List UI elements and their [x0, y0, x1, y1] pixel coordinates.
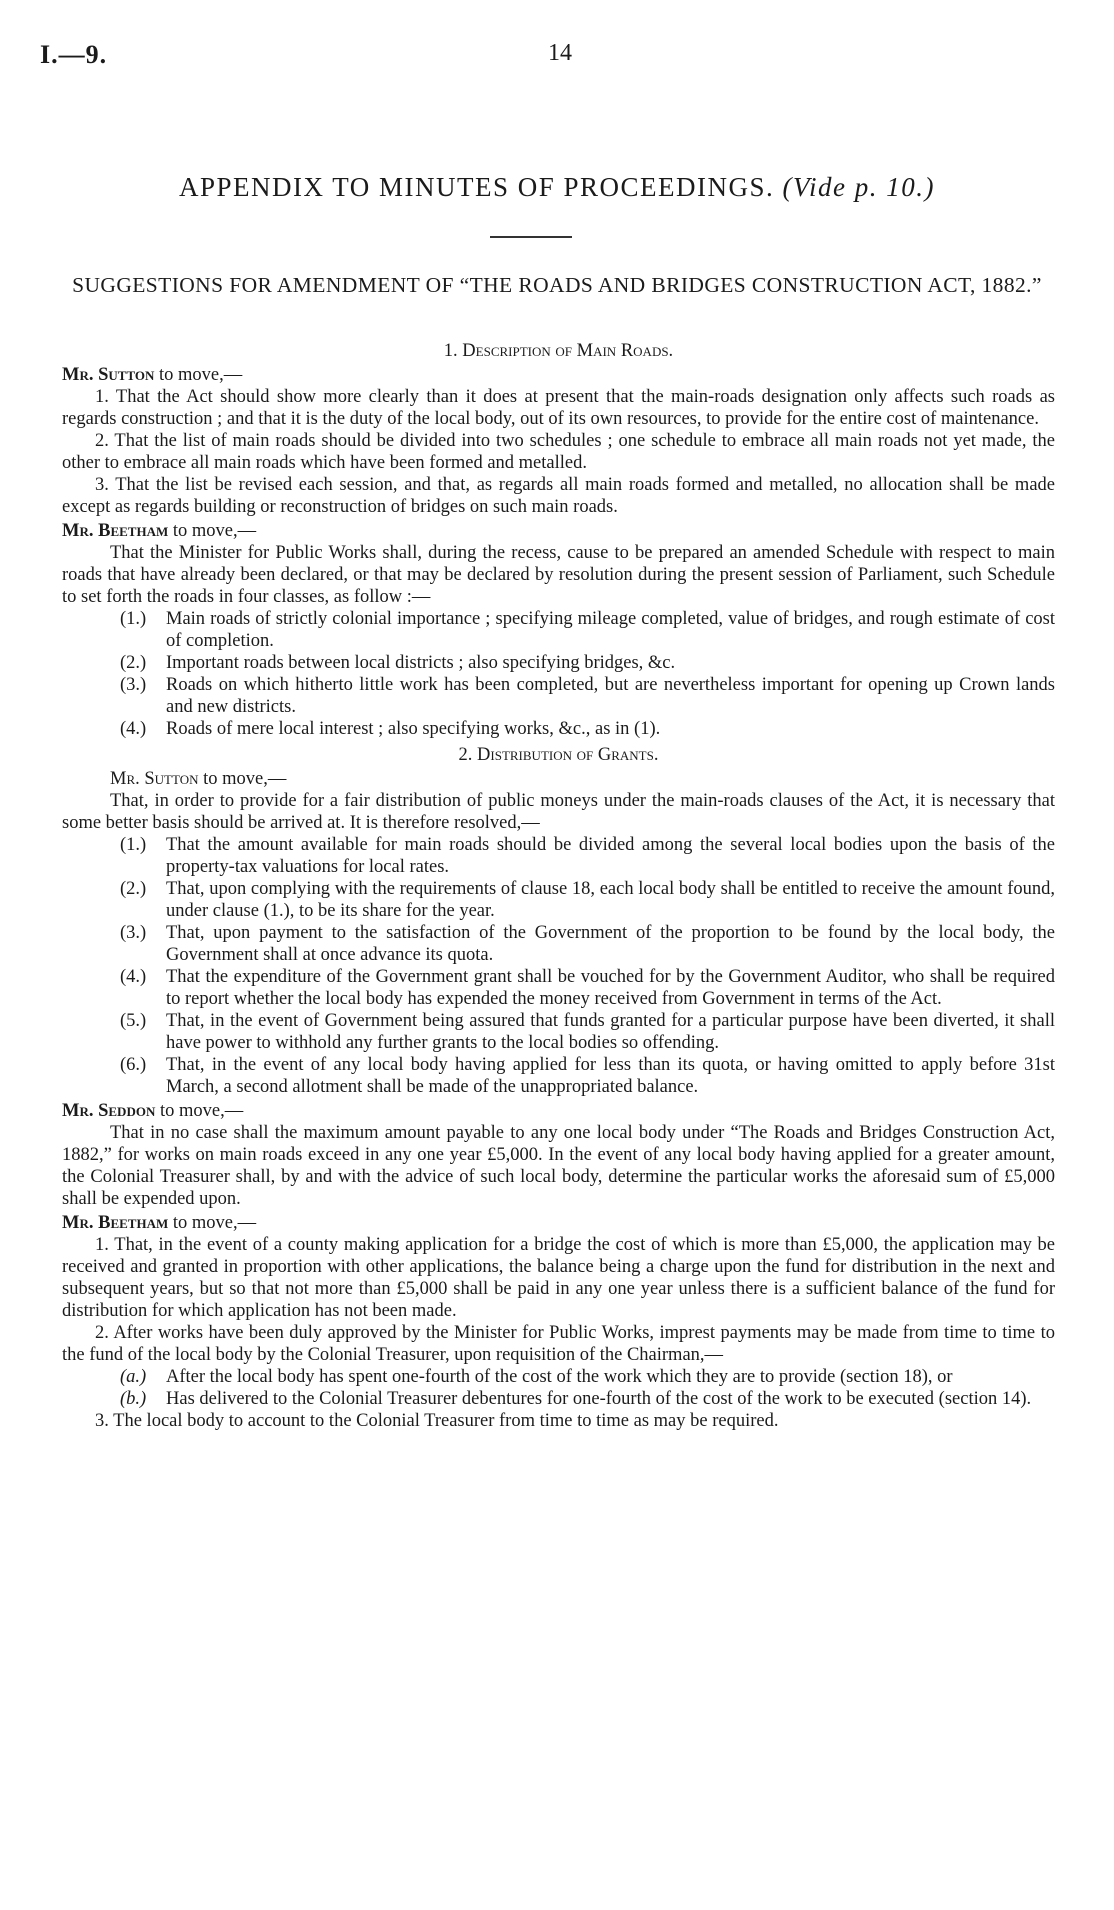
mover-line: [62, 768, 1055, 790]
list-item: [62, 922, 1055, 966]
paragraph: 3. That the list be revised each session, and that, as regards all main roads formed and metalled, no allocation shall be made except as regards building or reconstruction of bridges on such main roads.: [62, 475, 1055, 517]
mover-action: to move,—: [198, 769, 287, 789]
paragraph: That the Minister for Public Works shall, during the recess, cause to be prepared an amended Schedule with respect to main roads that have already been declared, or that may be declared by resolution during the present session of Parliament, such Schedule to set forth the roads in four classes, as follow :—: [62, 543, 1055, 607]
list-item: [62, 1054, 1055, 1098]
list-item-label: (1.): [120, 835, 147, 855]
page-number: 14: [548, 40, 572, 66]
paragraph: That in no case shall the maximum amount payable to any one local body under “The Roads and Bridges Construction Act, 1882,” for works on main roads exceed in any one year £5,000. In the event of any local body having applied for a greater amount, the Colonial Treasurer shall, by and with the advice of such local body, determine the particular works the aforesaid sum of £5,000 shall be expended upon.: [62, 1123, 1055, 1209]
list-item-text: Main roads of strictly colonial importance ; specifying mileage completed, value of bridges, and rough estimate of cost of completion.: [166, 609, 1055, 651]
list-item-text: After the local body has spent one-fourth of the cost of the work which they are to provide (section 18), or: [166, 1367, 953, 1387]
paragraph: 1. That the Act should show more clearly than it does at present that the main-roads designation only affects such roads as regards construction ; and that it is the duty of the local body, out of its own resources, to provide for the entire cost of maintenance.: [62, 387, 1055, 429]
list-item-label: (b.): [120, 1389, 147, 1409]
list-item-text: That the amount available for main roads should be divided among the several local bodies upon the basis of the property-tax valuations for local rates.: [166, 835, 1055, 877]
section-heading-main-roads: 1. Description of Main Roads.: [443, 341, 674, 361]
mover-action: to move,—: [155, 1101, 244, 1121]
list-item-label: (6.): [120, 1055, 147, 1075]
list-item-label: (a.): [120, 1367, 147, 1387]
list-item: [62, 608, 1055, 652]
paragraph: 2. After works have been duly approved by the Minister for Public Works, imprest payments may be made from time to time to the fund of the local body by the Colonial Treasurer, upon requisition of the Chairman,—: [62, 1323, 1055, 1365]
title-text: APPENDIX TO MINUTES OF PROCEEDINGS.: [178, 172, 775, 202]
list-item-text: That, upon complying with the requirements of clause 18, each local body shall be entitled to receive the amount found, under clause (1.), to be its share for the year.: [166, 879, 1055, 921]
title-vide-reference: (Vide p. 10.): [782, 172, 936, 202]
list-item: [62, 674, 1055, 718]
list-item: [62, 652, 1055, 674]
list-item-label: (3.): [120, 923, 147, 943]
paragraph: That, in order to provide for a fair distribution of public moneys under the main-roads clauses of the Act, it is necessary that some better basis should be arrived at. It is therefore resolved,—: [62, 791, 1055, 833]
page-title: [0, 172, 1114, 203]
paragraph: 3. The local body to account to the Colonial Treasurer from time to time as may be required.: [95, 1411, 779, 1431]
paragraph: 2. That the list of main roads should be divided into two schedules ; one schedule to embrace all main roads not yet made, the other to embrace all main roads which have been formed and metalled.: [62, 431, 1055, 473]
list-item-label: (3.): [120, 675, 147, 695]
list-item-text: Has delivered to the Colonial Treasurer debentures for one-fourth of the cost of the work to be executed (section 14).: [166, 1389, 1032, 1409]
list-item-text: Roads of mere local interest ; also specifying works, &c., as in (1).: [166, 719, 661, 739]
list-item-text: Roads on which hitherto little work has been completed, but are nevertheless important for opening up Crown lands and new districts.: [166, 675, 1055, 717]
list-item-text: That, upon payment to the satisfaction of the Government of the proportion to be found by the local body, the Government shall at once advance its quota.: [166, 923, 1055, 965]
list-item-text: That, in the event of Government being assured that funds granted for a particular purpose have been diverted, it shall have power to withhold any further grants to the local bodies so offending.: [166, 1011, 1055, 1053]
mover-line: [62, 1212, 1055, 1234]
section-heading-distribution-of-grants: 2. Distribution of Grants.: [458, 745, 659, 765]
mover-name: Mr. Seddon: [62, 1101, 156, 1121]
mover-line: [62, 1100, 1055, 1122]
list-item: [62, 878, 1055, 922]
document-reference: I.—9.: [40, 40, 108, 69]
list-item-label: (2.): [120, 879, 147, 899]
list-item: [62, 1366, 1055, 1388]
mover-action: to move,—: [168, 1213, 257, 1233]
list-item-text: That the expenditure of the Government grant shall be vouched for by the Government Auditor, who shall be required to report whether the local body has expended the money received from Government in terms of the Act.: [166, 967, 1055, 1009]
list-item: [62, 1388, 1055, 1410]
mover-line: [62, 364, 1055, 386]
mover-action: to move,—: [154, 365, 243, 385]
list-item: [62, 834, 1055, 878]
document-body: [62, 336, 1055, 1432]
title-divider: [490, 236, 572, 238]
list-item-label: (4.): [120, 967, 147, 987]
mover-name: Mr. Sutton: [62, 365, 155, 385]
list-item: [62, 1010, 1055, 1054]
list-item: [62, 718, 1055, 740]
list-item-label: (1.): [120, 609, 147, 629]
section-subtitle: SUGGESTIONS FOR AMENDMENT OF “THE ROADS AND BRIDGES CONSTRUCTION ACT, 1882.”: [72, 273, 1042, 297]
list-item-text: That, in the event of any local body having applied for less than its quota, or having omitted to apply before 31st March, a second allotment shall be made of the unappropriated balance.: [166, 1055, 1055, 1097]
mover-line: [62, 520, 1055, 542]
list-item: [62, 966, 1055, 1010]
mover-action: to move,—: [168, 521, 257, 541]
mover-name: Mr. Sutton: [110, 769, 199, 789]
list-item-label: (2.): [120, 653, 147, 673]
mover-name: Mr. Beetham: [62, 521, 169, 541]
paragraph: 1. That, in the event of a county making application for a bridge the cost of which is more than £5,000, the application may be received and granted in proportion with other applications, the balance being a charge upon the fund for distribution in the next and subsequent years, but so that not more than £5,000 shall be paid in any one year unless there is a sufficient balance of the fund for distribution for which application has not been made.: [62, 1235, 1055, 1321]
mover-name: Mr. Beetham: [62, 1213, 169, 1233]
list-item-label: (4.): [120, 719, 147, 739]
list-item-label: (5.): [120, 1011, 147, 1031]
list-item-text: Important roads between local districts ; also specifying bridges, &c.: [166, 653, 676, 673]
